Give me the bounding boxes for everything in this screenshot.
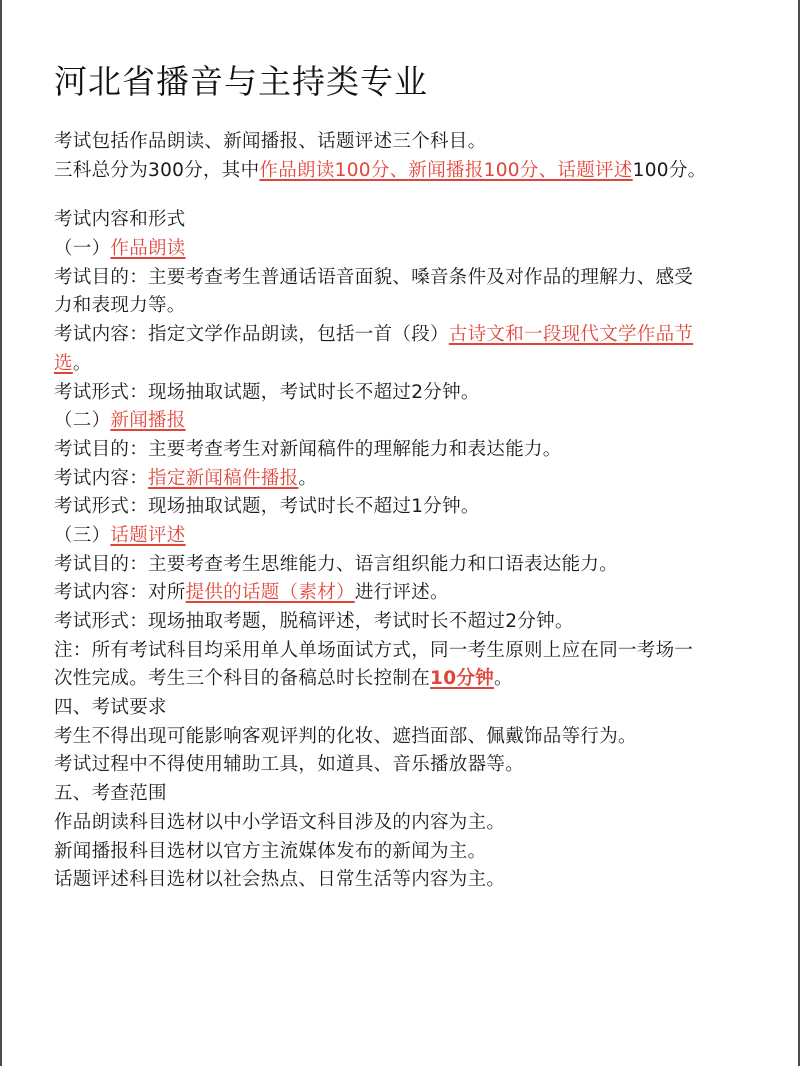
content-text: 。 bbox=[298, 467, 318, 489]
content-highlight: 指定新闻稿件播报 bbox=[148, 467, 299, 489]
content-text: 考试内容：对所 bbox=[54, 582, 186, 604]
subject-1-purpose-line-2 bbox=[54, 292, 754, 321]
requirements-heading bbox=[54, 694, 754, 723]
subject-label: （三） bbox=[54, 524, 111, 546]
scope-item bbox=[54, 866, 754, 895]
requirements-heading-text: 四、考试要求 bbox=[54, 697, 167, 719]
note-text: 。 bbox=[493, 668, 513, 690]
note-line-1 bbox=[54, 637, 754, 666]
page-title: 河北省播音与主持类专业 bbox=[54, 62, 428, 101]
note-text: 注：所有考试科目均采用单人单场面试方式，同一考生原则上应在同一考场一 bbox=[54, 639, 694, 661]
subject-3-purpose bbox=[54, 551, 754, 580]
intro-line-2 bbox=[54, 157, 754, 186]
intro-text: 100分。 bbox=[632, 159, 707, 181]
section-heading bbox=[54, 206, 754, 235]
intro-text: 三科总分为300分，其中 bbox=[54, 159, 260, 181]
subject-2-content bbox=[54, 465, 754, 494]
document-body bbox=[54, 128, 754, 895]
subject-name: 话题评述 bbox=[110, 524, 186, 546]
subject-heading-1 bbox=[54, 235, 754, 264]
time-highlight: 10分钟 bbox=[430, 668, 494, 690]
form-text: 考试形式：现场抽取试题，考试时长不超过2分钟。 bbox=[54, 381, 480, 403]
subject-2-purpose bbox=[54, 436, 754, 465]
note-line-2 bbox=[54, 665, 754, 694]
subject-1-form bbox=[54, 379, 754, 408]
scope-item bbox=[54, 809, 754, 838]
score-highlight: 作品朗读100分、新闻播报100分、话题评述 bbox=[259, 159, 633, 181]
purpose-text: 力和表现力等。 bbox=[54, 295, 186, 317]
scope-heading-text: 五、考查范围 bbox=[54, 783, 167, 805]
subject-3-form bbox=[54, 608, 754, 637]
subject-label: （二） bbox=[54, 410, 111, 432]
section-heading-text: 考试内容和形式 bbox=[54, 209, 186, 231]
scope-text: 新闻播报科目选材以官方主流媒体发布的新闻为主。 bbox=[54, 840, 487, 862]
subject-heading-3 bbox=[54, 522, 754, 551]
scope-heading bbox=[54, 780, 754, 809]
form-text: 考试形式：现场抽取考题，脱稿评述，考试时长不超过2分钟。 bbox=[54, 611, 574, 632]
requirement-text: 考试过程中不得使用辅助工具，如道具、音乐播放器等。 bbox=[54, 754, 525, 776]
intro-line-1 bbox=[54, 128, 754, 157]
requirement-text: 考生不得出现可能影响客观评判的化妆、遮挡面部、佩戴饰品等行为。 bbox=[54, 725, 637, 747]
subject-name: 作品朗读 bbox=[110, 238, 186, 260]
subject-label: （一） bbox=[54, 238, 111, 260]
note-text: 次性完成。考生三个科目的备稿总时长控制在 bbox=[54, 668, 431, 690]
intro-text: 考试包括作品朗读、新闻播报、话题评述三个科目。 bbox=[54, 131, 487, 152]
purpose-text: 考试目的：主要考查考生普通话语音面貌、嗓音条件及对作品的理解力、感受 bbox=[54, 266, 694, 288]
content-highlight: 提供的话题（素材） bbox=[185, 582, 355, 604]
scope-item bbox=[54, 838, 754, 867]
subject-1-content-line-1 bbox=[54, 321, 754, 350]
content-highlight: 古诗文和一段现代文学作品节 bbox=[448, 324, 694, 346]
purpose-text: 考试目的：主要考查考生思维能力、语言组织能力和口语表达能力。 bbox=[54, 553, 619, 575]
form-text: 考试形式：现场抽取试题，考试时长不超过1分钟。 bbox=[54, 496, 480, 518]
subject-2-form bbox=[54, 493, 754, 522]
purpose-text: 考试目的：主要考查考生对新闻稿件的理解能力和表达能力。 bbox=[54, 438, 562, 460]
scope-text: 话题评述科目选材以社会热点、日常生活等内容为主。 bbox=[54, 869, 506, 891]
content-text: 。 bbox=[72, 352, 92, 374]
content-text: 进行评述。 bbox=[354, 582, 449, 604]
subject-1-content-line-2 bbox=[54, 350, 754, 379]
requirement-item bbox=[54, 751, 754, 780]
subject-name: 新闻播报 bbox=[110, 410, 186, 432]
content-text: 考试内容：指定文学作品朗读，包括一首（段） bbox=[54, 324, 449, 346]
content-highlight: 选 bbox=[54, 352, 73, 374]
content-text: 考试内容： bbox=[54, 467, 149, 489]
subject-1-purpose-line-1 bbox=[54, 264, 754, 293]
scope-text: 作品朗读科目选材以中小学语文科目涉及的内容为主。 bbox=[54, 811, 506, 833]
subject-3-content bbox=[54, 579, 754, 608]
requirement-item bbox=[54, 723, 754, 752]
spacer bbox=[54, 185, 754, 206]
subject-heading-2 bbox=[54, 407, 754, 436]
